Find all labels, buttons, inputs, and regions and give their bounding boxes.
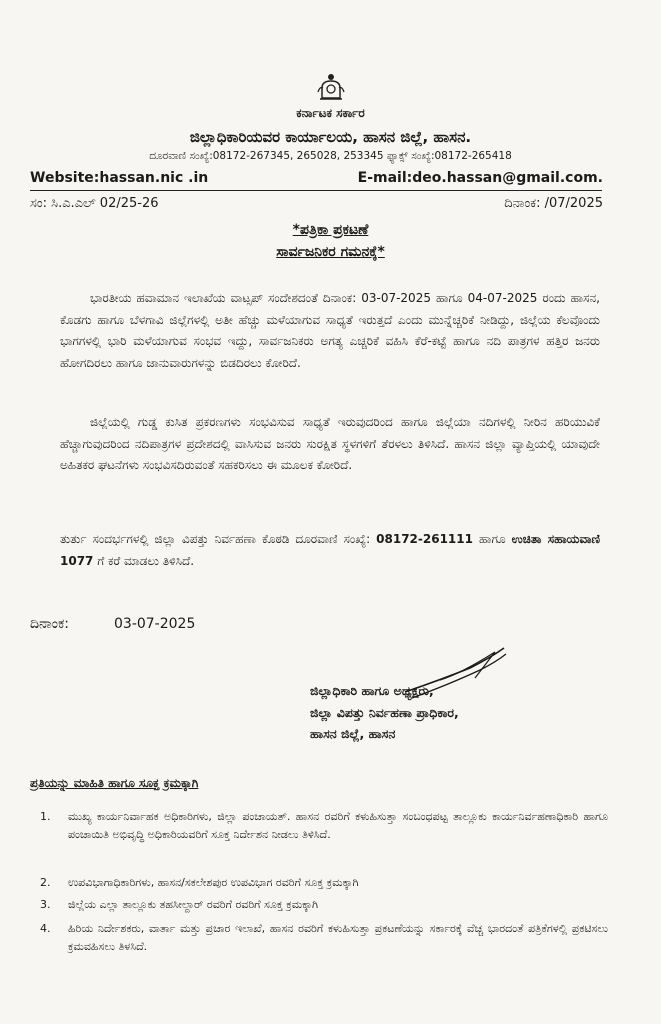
phone-line: ದೂರವಾಣಿ ಸಂಖ್ಯೆ:08172-267345, 265028, 253345 ಫ್ಯಾಕ್ಸ್ ಸಂಖ್ಯೆ:08172-265418 bbox=[149, 150, 512, 162]
website-link[interactable]: Website:hassan.nic .in bbox=[30, 170, 209, 186]
paragraph-3-text-c: ಗೆ ಕರೆ ಮಾಡಲು ತಿಳಿಸಿದೆ. bbox=[93, 553, 195, 568]
body-paragraph-3 bbox=[60, 529, 600, 572]
copies-heading: ಪ್ರತಿಯನ್ನು ಮಾಹಿತಿ ಹಾಗೂ ಸೂಕ್ತ ಕ್ರಮಕ್ಕಾಗಿ bbox=[30, 776, 199, 790]
body-paragraph-2 bbox=[60, 412, 600, 477]
signature-line-3: ಹಾಸನ ಜಿಲ್ಲೆ, ಹಾಸನ bbox=[310, 726, 396, 741]
issue-date-value: 03-07-2025 bbox=[114, 616, 196, 632]
public-attention-title: ಸಾರ್ವಜನಿಕರ ಗಮನಕ್ಕೆ* bbox=[276, 244, 385, 260]
email-link[interactable]: E-mail:deo.hassan@gmail.com. bbox=[357, 170, 603, 186]
state-emblem-icon bbox=[314, 68, 348, 102]
copy-item-number: 3. bbox=[40, 898, 51, 911]
emergency-phone: 08172-261111 bbox=[376, 532, 473, 546]
signature-line-1: ಜಿಲ್ಲಾಧಿಕಾರಿ ಹಾಗೂ ಅಧ್ಯಕ್ಷರು, bbox=[310, 683, 434, 698]
reference-date: ದಿನಾಂಕ: /07/2025 bbox=[504, 196, 603, 211]
paragraph-3-text-a: ತುರ್ತು ಸಂದರ್ಭಗಳಲ್ಲಿ ಜಿಲ್ಲಾ ವಿಪತ್ತು ನಿರ್ವಹಣಾ ಕೊಠಡಿ ದೂರವಾಣಿ ಸಂಖ್ಯೆ: bbox=[60, 532, 377, 546]
signature-block bbox=[310, 680, 610, 745]
paragraph-3-text-b: ಹಾಗೂ bbox=[472, 532, 512, 546]
government-name: ಕರ್ನಾಟಕ ಸರ್ಕಾರ bbox=[296, 106, 365, 120]
signature-line-2: ಜಿಲ್ಲಾ ವಿಪತ್ತು ನಿರ್ವಹಣಾ ಪ್ರಾಧಿಕಾರ, bbox=[310, 704, 459, 720]
copy-item-number: 1. bbox=[40, 810, 51, 823]
copy-item-text: ಉಪವಿಭಾಗಾಧಿಕಾರಿಗಳು, ಹಾಸನ/ಸಕಲೇಶಪುರ ಉಪವಿಭಾಗ ರವರಿಗೆ ಸೂಕ್ತ ಕ್ರಮಕ್ಕಾಗಿ bbox=[68, 876, 359, 889]
issue-date bbox=[30, 616, 195, 632]
copy-item bbox=[40, 874, 608, 892]
copy-item-text: ಜಿಲ್ಲೆಯ ಎಲ್ಲಾ ತಾಲ್ಲೂಕು ತಹಸೀಲ್ದಾರ್ ರವರಿಗೆ ರವರಿಗೆ ಸೂಕ್ತ ಕ್ರಮಕ್ಕಾಗಿ bbox=[68, 898, 319, 911]
copy-item-number: 4. bbox=[40, 922, 51, 935]
reference-number: ಸಂ: ಸಿ.ಎ.ಎಲ್ 02/25-26 bbox=[30, 196, 159, 211]
copy-item bbox=[40, 920, 608, 956]
copy-item-number: 2. bbox=[40, 876, 51, 889]
copy-item bbox=[40, 896, 608, 914]
issue-date-label: ದಿನಾಂಕ: bbox=[30, 616, 69, 632]
office-name: ಜಿಲ್ಲಾಧಿಕಾರಿಯವರ ಕಾರ್ಯಾಲಯ, ಹಾಸನ ಜಿಲ್ಲೆ, ಹಾಸನ. bbox=[189, 128, 472, 146]
header-divider bbox=[30, 190, 602, 191]
paragraph-1-text: ಭಾರತೀಯ ಹವಾಮಾನ ಇಲಾಖೆಯ ವಾಟ್ಸಪ್ ಸಂದೇಶದಂತೆ ದಿನಾಂಕ: 03-07-2025 ಹಾಗೂ 04-07-2025 ರಂದು ಹಾಸನ, ಕೊಡಗು ಹಾಗೂ ಬೆಳಗಾವಿ ಜಿಲ್ಲೆಗಳಲ್ಲಿ ಅತೀ ಹೆಚ್ಚು ಮಳೆಯಾಗುವ ಸಾಧ್ಯತೆ ಇರುತ್ತದೆ ಎಂದು ಮುನ್ನೆಚ್ಚರಿಕೆ ನೀಡಿದ್ದು, ಜಿಲ್ಲೆಯ ಕೆಲವೊಂದು ಭಾಗಗಳಲ್ಲಿ ಭಾರಿ ಮಳೆಯಾಗುವ ಸಂಭವ ಇದ್ದು, ಸಾರ್ವಜನಿಕರು ಅಗತ್ಯ ಎಚ್ಚರಿಕೆ ವಹಿಸಿ ಕೆರೆ-ಕಟ್ಟೆ ಹಾಗೂ ನದಿ ಪಾತ್ರಗಳ ಹತ್ತಿರ ಜನರು ಹೋಗದಿರಲು ಹಾಗೂ ಜಾನುವಾರುಗಳನ್ನು ಬಿಡದಿರಲು ಕೋರಿದೆ. bbox=[60, 291, 600, 370]
paragraph-2-text: ಜಿಲ್ಲೆಯಲ್ಲಿ ಗುಡ್ಡ ಕುಸಿತ ಪ್ರಕರಣಗಳು ಸಂಭವಿಸುವ ಸಾಧ್ಯತೆ ಇರುವುದರಿಂದ ಹಾಗೂ ಜಿಲ್ಲೆಯಾ ನದಿಗಳಲ್ಲಿ ನೀರಿನ ಹರಿಯುವಿಕೆ ಹೆಚ್ಚಾಗುವುದರಿಂದ ನದಿಪಾತ್ರಗಳ ಪ್ರದೇಶದಲ್ಲಿ ವಾಸಿಸುವ ಜನರು ಸುರಕ್ಷಿತ ಸ್ಥಳಗಳಿಗೆ ತೆರಳಲು ತಿಳಿಸಿದೆ. ಹಾಸನ ಜಿಲ್ಲಾ ವ್ಯಾಪ್ತಿಯಲ್ಲಿ ಯಾವುದೇ ಅಹಿತಕರ ಘಟನೆಗಳು ಸಂಭವಿಸದಿರುವಂತೆ ಸಹಕರಿಸಲು ಈ ಮೂಲಕ ಕೋರಿದೆ. bbox=[60, 415, 600, 472]
press-release-title: *ಪತ್ರಿಕಾ ಪ್ರಕಟಣೆ bbox=[292, 222, 369, 238]
helpline-number: ಉಚಿತಾ ಸಹಾಯವಾಣಿ 1077 bbox=[60, 532, 600, 568]
copy-item-text: ಹಿರಿಯ ನಿರ್ದೇಶಕರು, ವಾರ್ತಾ ಮತ್ತು ಪ್ರಚಾರ ಇಲಾಖೆ, ಹಾಸನ ರವರಿಗೆ ಕಳುಹಿಸುತ್ತಾ ಪ್ರಕಟಣೆಯನ್ನು ಸರ್ಕಾರಕ್ಕೆ ವೆಚ್ಚ ಭಾರದಂತೆ ಪತ್ರಿಕೆಗಳಲ್ಲಿ ಪ್ರಕಟಿಸಲು ಕ್ರಮವಹಿಸಲು ತಿಳಸಿದೆ. bbox=[68, 922, 608, 953]
copy-item-text: ಮುಖ್ಯ ಕಾರ್ಯನಿರ್ವಾಹಕ ಅಧಿಕಾರಿಗಳು, ಜಿಲ್ಲಾ ಪಂಚಾಯತ್. ಹಾಸನ ರವರಿಗೆ ಕಳುಹಿಸುತ್ತಾ ಸಂಬಂಧಪಟ್ಟ ತಾಲ್ಲೂಕು ಕಾರ್ಯನಿರ್ವಹಣಾಧಿಕಾರಿ ಹಾಗೂ ಪಂಚಾಯಿತಿ ಅಭಿವೃದ್ಧಿ ಅಧಿಕಾರಿಯವರಿಗೆ ಸೂಕ್ತ ನಿರ್ದೇಶನ ನೀಡಲು ತಿಳಿಸಿದೆ. bbox=[68, 810, 608, 841]
body-paragraph-1 bbox=[60, 288, 600, 374]
copy-item bbox=[40, 808, 608, 844]
